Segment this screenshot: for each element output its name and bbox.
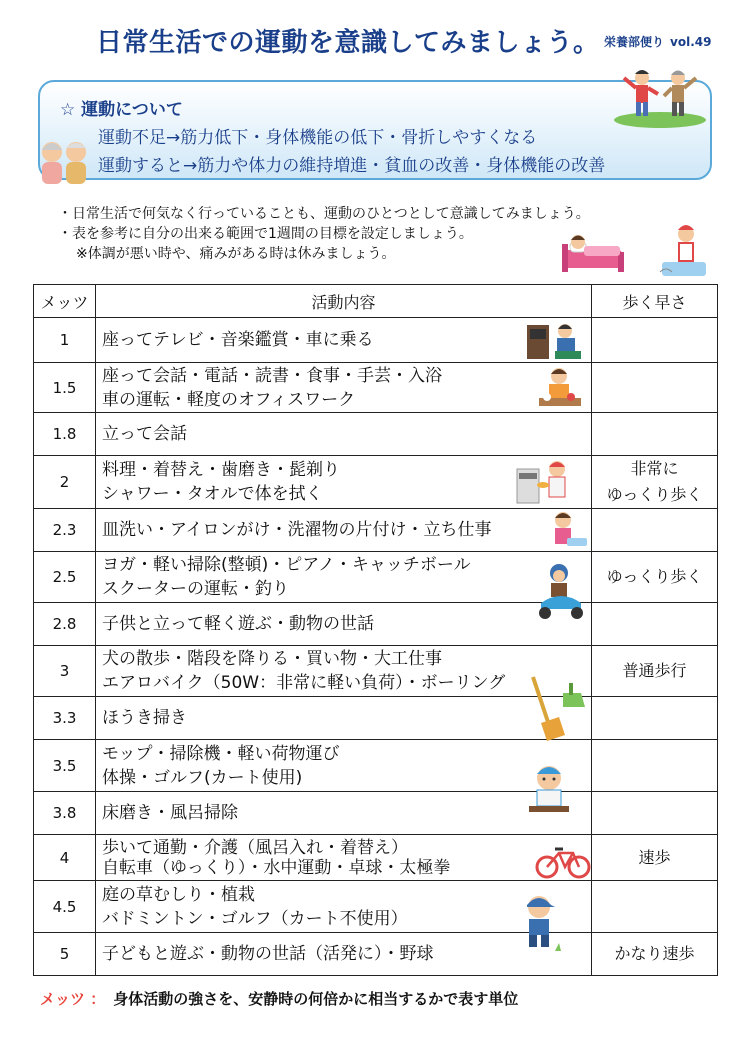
activity-cell bbox=[96, 318, 592, 363]
walking-speed bbox=[592, 509, 718, 552]
activity-line: シャワー・タオルで体を拭く bbox=[102, 484, 323, 504]
table-row bbox=[34, 697, 718, 740]
activity-line: 皿洗い・アイロンがけ・洗濯物の片付け・立ち仕事 bbox=[102, 520, 492, 540]
table-row bbox=[34, 835, 718, 881]
activity-line: ほうき掃き bbox=[102, 708, 187, 728]
newsletter-name: 栄養部便り bbox=[604, 35, 665, 49]
walking-speed bbox=[592, 603, 718, 646]
mets-value: 2.8 bbox=[34, 603, 96, 646]
walking-speed bbox=[592, 740, 718, 792]
walking-speed: 普通歩行 bbox=[592, 646, 718, 697]
resting-in-bed-illustration bbox=[560, 230, 626, 276]
activity-line: スクーターの運転・釣り bbox=[102, 579, 289, 599]
walking-speed: ゆっくり歩く bbox=[592, 552, 718, 603]
eating-meal-illustration bbox=[537, 366, 583, 410]
walking-speed bbox=[592, 792, 718, 835]
mets-value: 4 bbox=[34, 835, 96, 881]
activity-cell bbox=[96, 792, 592, 835]
note-weekly-goal: ・表を参考に自分の出来る範囲で1週間の目標を設定しましょう。 bbox=[58, 226, 473, 242]
table-row bbox=[34, 646, 718, 697]
mets-term: メッツ ： bbox=[40, 990, 106, 1008]
activity-line: モップ・掃除機・軽い荷物運び bbox=[102, 743, 340, 764]
activity-line: エアロバイク（50W：非常に軽い負荷）・ボーリング bbox=[102, 673, 506, 693]
table-row bbox=[34, 509, 718, 552]
broom-and-dustpan-illustration bbox=[523, 675, 587, 745]
mets-value: 3 bbox=[34, 646, 96, 697]
walking-speed: かなり速歩 bbox=[592, 933, 718, 976]
activity-line: 床磨き・風呂掃除 bbox=[102, 803, 238, 823]
walking-speed bbox=[592, 697, 718, 740]
mets-value: 2.3 bbox=[34, 509, 96, 552]
table-header-row bbox=[34, 285, 718, 318]
table-row bbox=[34, 456, 718, 509]
walking-speed bbox=[592, 363, 718, 413]
table-row bbox=[34, 881, 718, 933]
note-rest-when-unwell: ※体調が悪い時や、痛みがある時は休みましょう。 bbox=[76, 246, 396, 262]
header-walking-speed: 歩く早さ bbox=[592, 285, 718, 318]
elderly-couple-illustration bbox=[34, 136, 94, 186]
activity-cell bbox=[96, 363, 592, 413]
washing-dishes-illustration bbox=[549, 510, 589, 550]
activity-line: 体操・ゴルフ(カート使用) bbox=[102, 767, 303, 788]
table-row bbox=[34, 363, 718, 413]
speed-very-slow-line2: ゆっくり歩く bbox=[606, 485, 703, 504]
volume-number: vol.49 bbox=[670, 35, 712, 49]
activity-cell bbox=[96, 933, 592, 976]
mets-value: 1 bbox=[34, 318, 96, 363]
activity-line: 座ってテレビ・音楽鑑賞・車に乗る bbox=[102, 330, 374, 350]
mets-value: 5 bbox=[34, 933, 96, 976]
walking-speed: 速歩 bbox=[592, 835, 718, 881]
mets-value: 4.5 bbox=[34, 881, 96, 933]
mets-value: 3.5 bbox=[34, 740, 96, 792]
activity-line: 料理・着替え・歯磨き・髭剃り bbox=[102, 460, 340, 480]
walking-speed bbox=[592, 413, 718, 456]
bicycle-illustration bbox=[535, 845, 591, 881]
table-row bbox=[34, 318, 718, 363]
gardening-illustration bbox=[515, 893, 565, 955]
watching-tv-illustration bbox=[525, 319, 585, 361]
header-mets: メッツ bbox=[34, 285, 96, 318]
notes bbox=[58, 204, 590, 264]
activity-line: 座って会話・電話・読書・食事・手芸・入浴 bbox=[102, 365, 442, 386]
exercise-info-box bbox=[38, 80, 712, 180]
walking-speed bbox=[592, 456, 718, 509]
activity-cell bbox=[96, 740, 592, 792]
activity-cell bbox=[96, 509, 592, 552]
table-row bbox=[34, 792, 718, 835]
cleaning-person-illustration bbox=[656, 222, 712, 280]
table-row bbox=[34, 933, 718, 976]
issue-label bbox=[604, 33, 717, 50]
cooking-illustration bbox=[515, 459, 573, 505]
table-row bbox=[34, 552, 718, 603]
walking-speed bbox=[592, 881, 718, 933]
activity-line: 犬の散歩・階段を降りる・買い物・大工仕事 bbox=[102, 649, 442, 669]
header-activity: 活動内容 bbox=[96, 285, 592, 318]
activity-cell bbox=[96, 697, 592, 740]
mets-value: 3.3 bbox=[34, 697, 96, 740]
table-row bbox=[34, 413, 718, 456]
activity-cell bbox=[96, 456, 592, 509]
mets-activity-table bbox=[33, 284, 718, 976]
info-heading: ☆ 運動について bbox=[60, 100, 183, 120]
mets-value: 2.5 bbox=[34, 552, 96, 603]
activity-cell bbox=[96, 413, 592, 456]
table-row bbox=[34, 740, 718, 792]
note-everyday-activity: ・日常生活で何気なく行っていることも、運動のひとつとして意識してみましょう。 bbox=[58, 206, 590, 222]
activity-line: 子どもと遊ぶ・動物の世話（活発に）・野球 bbox=[102, 944, 434, 964]
activity-line: 車の運転・軽度のオフィスワーク bbox=[102, 389, 356, 410]
activity-cell bbox=[96, 552, 592, 603]
activity-line: 庭の草むしり・植栽 bbox=[102, 884, 255, 905]
table-row bbox=[34, 603, 718, 646]
mets-definition-footer bbox=[40, 988, 518, 1009]
activity-line: ヨガ・軽い掃除(整頓)・ピアノ・キャッチボール bbox=[102, 555, 471, 575]
activity-cell bbox=[96, 646, 592, 697]
activity-line: 立って会話 bbox=[102, 424, 187, 444]
scooter-rider-illustration bbox=[535, 563, 585, 623]
info-line-lack-of-exercise: 運動不足→筋力低下・身体機能の低下・骨折しやすくなる bbox=[98, 128, 538, 148]
floor-scrubbing-illustration bbox=[523, 764, 579, 822]
activity-line: 子供と立って軽く遊ぶ・動物の世話 bbox=[102, 614, 374, 634]
info-line-benefits: 運動すると→筋力や体力の維持増進・貧血の改善・身体機能の改善 bbox=[98, 156, 606, 176]
mets-value: 1.5 bbox=[34, 363, 96, 413]
activity-line: バドミントン・ゴルフ（カート不使用） bbox=[102, 908, 408, 929]
exercising-couple-illustration bbox=[612, 64, 708, 128]
mets-value: 1.8 bbox=[34, 413, 96, 456]
speed-very-slow: 非常に bbox=[630, 459, 679, 478]
walking-speed bbox=[592, 318, 718, 363]
mets-value: 2 bbox=[34, 456, 96, 509]
page-title: 日常生活での運動を意識してみましょう。 bbox=[96, 28, 600, 58]
activity-cell bbox=[96, 603, 592, 646]
mets-definition: 身体活動の強さを、安静時の何倍かに相当するかで表す単位 bbox=[113, 990, 519, 1008]
activity-line: 自転車（ゆっくり）・水中運動・卓球・太極拳 bbox=[102, 857, 451, 878]
activity-cell bbox=[96, 835, 592, 881]
mets-value: 3.8 bbox=[34, 792, 96, 835]
activity-line: 歩いて通勤・介護（風呂入れ・着替え） bbox=[102, 837, 408, 858]
